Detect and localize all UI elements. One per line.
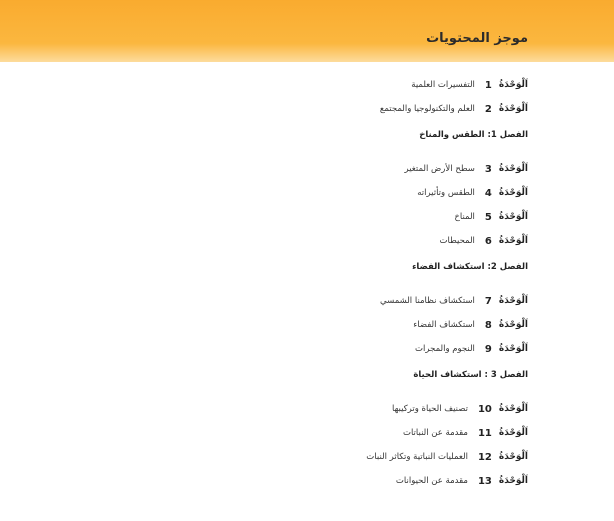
unit-label: اَلْوَحْدَةُ: [498, 344, 528, 354]
unit-label: اَلْوَحْدَةُ: [498, 320, 528, 330]
unit-entry[interactable]: [28, 229, 528, 253]
unit-title: التفسيرات العلمية: [411, 80, 475, 90]
unit-title: الطقس وتأثيراته: [417, 188, 475, 198]
unit-title: استكشاف نظامنا الشمسي: [380, 296, 475, 306]
unit-label: اَلْوَحْدَةُ: [498, 104, 528, 114]
unit-entry[interactable]: [28, 289, 528, 313]
unit-number: 4: [484, 187, 492, 199]
unit-entry[interactable]: [28, 97, 528, 121]
unit-number: 5: [484, 211, 492, 223]
unit-number: 6: [484, 235, 492, 247]
table-of-contents: [28, 73, 528, 493]
unit-title: تصنيف الحياة وتركيبها: [392, 404, 468, 414]
chapters-list: [28, 125, 528, 493]
unit-title: المناخ: [454, 212, 475, 222]
unit-entry[interactable]: [28, 397, 528, 421]
unit-entry[interactable]: [28, 337, 528, 361]
unit-number: 12: [477, 451, 492, 463]
unit-title: استكشاف الفضاء: [413, 320, 475, 330]
unit-entry[interactable]: [28, 469, 528, 493]
unit-title: سطح الأرض المتغير: [404, 164, 475, 174]
unit-label: اَلْوَحْدَةُ: [498, 164, 528, 174]
unit-entry[interactable]: [28, 73, 528, 97]
intro-units: [28, 73, 528, 121]
unit-number: 1: [484, 79, 492, 91]
unit-number: 2: [484, 103, 492, 115]
unit-title: العمليات النباتية وتكاثر النبات: [366, 452, 468, 462]
chapter-heading: الفصل 2: استكشاف الفضاء: [412, 262, 528, 272]
unit-entry[interactable]: [28, 157, 528, 181]
unit-entry[interactable]: [28, 313, 528, 337]
unit-label: اَلْوَحْدَةُ: [498, 236, 528, 246]
page-title: موجز المحتويات: [426, 31, 528, 46]
unit-entry[interactable]: [28, 445, 528, 469]
unit-title: المحيطات: [439, 236, 475, 246]
unit-label: اَلْوَحْدَةُ: [498, 188, 528, 198]
chapter-heading: الفصل 3 : استكشاف الحياة: [413, 370, 528, 380]
header-bar: [0, 0, 614, 62]
unit-label: اَلْوَحْدَةُ: [498, 212, 528, 222]
unit-entry[interactable]: [28, 181, 528, 205]
unit-number: 13: [477, 475, 492, 487]
unit-title: مقدمة عن الحيوانات: [395, 476, 468, 486]
unit-label: اَلْوَحْدَةُ: [498, 296, 528, 306]
unit-title: مقدمة عن النباتات: [402, 428, 468, 438]
unit-label: اَلْوَحْدَةُ: [498, 80, 528, 90]
unit-label: اَلْوَحْدَةُ: [498, 404, 528, 414]
unit-number: 11: [477, 427, 492, 439]
unit-number: 8: [484, 319, 492, 331]
unit-number: 9: [484, 343, 492, 355]
unit-label: اَلْوَحْدَةُ: [498, 428, 528, 438]
unit-entry[interactable]: [28, 205, 528, 229]
unit-title: النجوم والمجرات: [415, 344, 475, 354]
unit-label: اَلْوَحْدَةُ: [498, 476, 528, 486]
unit-number: 7: [484, 295, 492, 307]
unit-number: 10: [477, 403, 492, 415]
unit-title: العلم والتكنولوجيا والمجتمع: [379, 104, 475, 114]
chapter-heading: الفصل 1: الطقس والمناخ: [419, 130, 528, 140]
unit-entry[interactable]: [28, 421, 528, 445]
unit-number: 3: [484, 163, 492, 175]
unit-label: اَلْوَحْدَةُ: [498, 452, 528, 462]
